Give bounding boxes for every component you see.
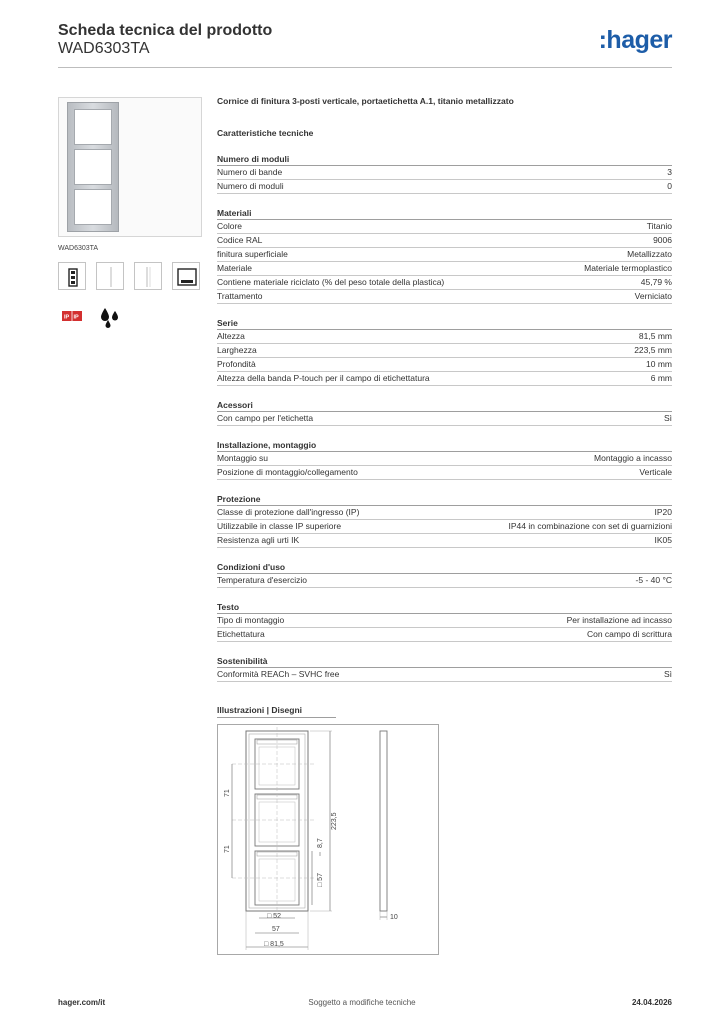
spec-content <box>217 96 672 694</box>
spec-row <box>217 330 672 344</box>
spec-value: Montaggio a incasso <box>594 453 672 463</box>
module-slot <box>74 109 112 145</box>
product-description: Cornice di finitura 3-posti verticale, portaetichetta A.1, titanio metallizzato <box>217 96 514 106</box>
dim-depth: 10 <box>390 914 398 921</box>
ip-rating-icon <box>58 302 86 330</box>
spec-label: Tipo di montaggio <box>217 615 285 625</box>
spec-row <box>217 344 672 358</box>
spec-label: Numero di bande <box>217 167 283 177</box>
spec-row <box>217 248 672 262</box>
spec-value: 9006 <box>653 235 672 245</box>
spec-row <box>217 574 672 588</box>
spec-label: Conformità REACh – SVHC free <box>217 669 340 679</box>
spec-value: 81,5 mm <box>638 331 672 341</box>
spec-row <box>217 276 672 290</box>
spec-label: Temperatura d'esercizio <box>217 575 307 585</box>
double-line-icon <box>134 262 162 290</box>
spec-row <box>217 520 672 534</box>
technical-drawing <box>217 724 439 955</box>
spec-value: 6 mm <box>650 373 672 383</box>
spec-row <box>217 614 672 628</box>
spec-label: Trattamento <box>217 291 263 301</box>
spec-row <box>217 358 672 372</box>
section-title: Acessori <box>217 398 672 412</box>
section-title: Protezione <box>217 492 672 506</box>
dim-height-total: 223,5 <box>331 812 338 830</box>
section-title: Sostenibilità <box>217 654 672 668</box>
section-title: Testo <box>217 600 672 614</box>
spec-value: Metallizzato <box>627 249 672 259</box>
spec-section <box>217 152 672 194</box>
spec-row <box>217 452 672 466</box>
spec-label: Materiale <box>217 263 252 273</box>
spec-row <box>217 534 672 548</box>
dim-spacing-1: 71 <box>224 789 231 797</box>
spec-sections <box>217 152 672 682</box>
spec-row <box>217 372 672 386</box>
spec-section <box>217 560 672 588</box>
spec-label: Montaggio su <box>217 453 269 463</box>
spec-row <box>217 466 672 480</box>
spec-value: 45,79 % <box>640 277 672 287</box>
spec-label: Larghezza <box>217 345 257 355</box>
dim-label-band: 8,7 <box>317 838 324 848</box>
section-title: Materiali <box>217 206 672 220</box>
dimension-drawing <box>218 725 438 954</box>
page-title: Scheda tecnica del prodotto <box>58 22 273 39</box>
dim-width-57: 57 <box>272 926 280 933</box>
spec-label: Posizione di montaggio/collegamento <box>217 467 358 477</box>
spec-value: IK05 <box>654 535 672 545</box>
spec-value: 0 <box>667 181 672 191</box>
page-header <box>58 20 672 68</box>
thumbnail-caption: WAD6303TA <box>58 245 99 252</box>
spec-section <box>217 398 672 426</box>
spec-row <box>217 290 672 304</box>
footer-website[interactable]: hager.com/it <box>58 998 106 1007</box>
spec-value: 3 <box>667 167 672 177</box>
section-title: Condizioni d'uso <box>217 560 672 574</box>
spec-value: IP20 <box>654 507 672 517</box>
hager-logo: :hager <box>598 26 672 54</box>
spec-label: Colore <box>217 221 243 231</box>
spec-label: Codice RAL <box>217 235 263 245</box>
dim-inner-side: □ 57 <box>317 873 324 887</box>
spec-label: Resistenza agli urti IK <box>217 535 300 545</box>
section-title: Numero di moduli <box>217 152 672 166</box>
spec-value: Verniciato <box>634 291 672 301</box>
spec-value: Sì <box>663 669 672 679</box>
spec-section <box>217 316 672 386</box>
section-title: Installazione, montaggio <box>217 438 672 452</box>
three-module-icon <box>58 262 86 290</box>
spec-row <box>217 262 672 276</box>
spec-value: Titanio <box>646 221 672 231</box>
spec-section <box>217 438 672 480</box>
ip-badge-right: IP <box>73 314 79 321</box>
module-slot <box>74 189 112 225</box>
label-holder-icon <box>172 262 200 290</box>
footer-date: 24.04.2026 <box>631 998 672 1007</box>
frame-plate-image <box>67 102 119 232</box>
spec-section <box>217 492 672 548</box>
spec-row <box>217 234 672 248</box>
section-title: Serie <box>217 316 672 330</box>
dim-spacing-2: 71 <box>224 845 231 853</box>
spec-row <box>217 412 672 426</box>
dim-inner-square: □ 52 <box>267 913 281 920</box>
spec-label: Profondità <box>217 359 256 369</box>
footer-note: Soggetto a modifiche tecniche <box>308 998 416 1007</box>
product-thumbnail <box>58 97 202 237</box>
ip-badge-left: IP <box>64 314 70 321</box>
spec-value: Con campo di scrittura <box>586 629 672 639</box>
spec-value: Sì <box>663 413 672 423</box>
spec-section <box>217 654 672 682</box>
spec-label: Contiene materiale riciclato (% del peso totale della plastica) <box>217 277 445 287</box>
spec-row <box>217 180 672 194</box>
spec-row <box>217 166 672 180</box>
dim-width-total: □ 81,5 <box>264 941 284 948</box>
spec-label: Altezza <box>217 331 245 341</box>
spec-row <box>217 628 672 642</box>
spec-value: 10 mm <box>646 359 672 369</box>
spec-value: 223,5 mm <box>634 345 672 355</box>
water-drops-icon <box>96 302 124 330</box>
spec-value: Per installazione ad incasso <box>566 615 672 625</box>
tech-heading: Caratteristiche tecniche <box>217 128 314 138</box>
single-line-icon <box>96 262 124 290</box>
spec-value: Materiale termoplastico <box>584 263 672 273</box>
spec-section <box>217 600 672 642</box>
spec-label: Etichettatura <box>217 629 265 639</box>
spec-value: IP44 in combinazione con set di guarnizioni <box>508 521 672 531</box>
module-slot <box>74 149 112 185</box>
spec-label: finitura superficiale <box>217 249 288 259</box>
spec-label: Numero di moduli <box>217 181 284 191</box>
illustrations-title: Illustrazioni | Disegni <box>217 705 336 718</box>
spec-label: Utilizzabile in classe IP superiore <box>217 521 342 531</box>
spec-value: -5 - 40 °C <box>635 575 672 585</box>
spec-row <box>217 220 672 234</box>
product-code: WAD6303TA <box>58 40 150 57</box>
spec-value: Verticale <box>639 467 672 477</box>
spec-section <box>217 206 672 304</box>
spec-label: Classe di protezione dall'ingresso (IP) <box>217 507 360 517</box>
spec-label: Altezza della banda P-touch per il campo di etichettatura <box>217 373 430 383</box>
spec-row <box>217 668 672 682</box>
spec-label: Con campo per l'etichetta <box>217 413 314 423</box>
spec-row <box>217 506 672 520</box>
